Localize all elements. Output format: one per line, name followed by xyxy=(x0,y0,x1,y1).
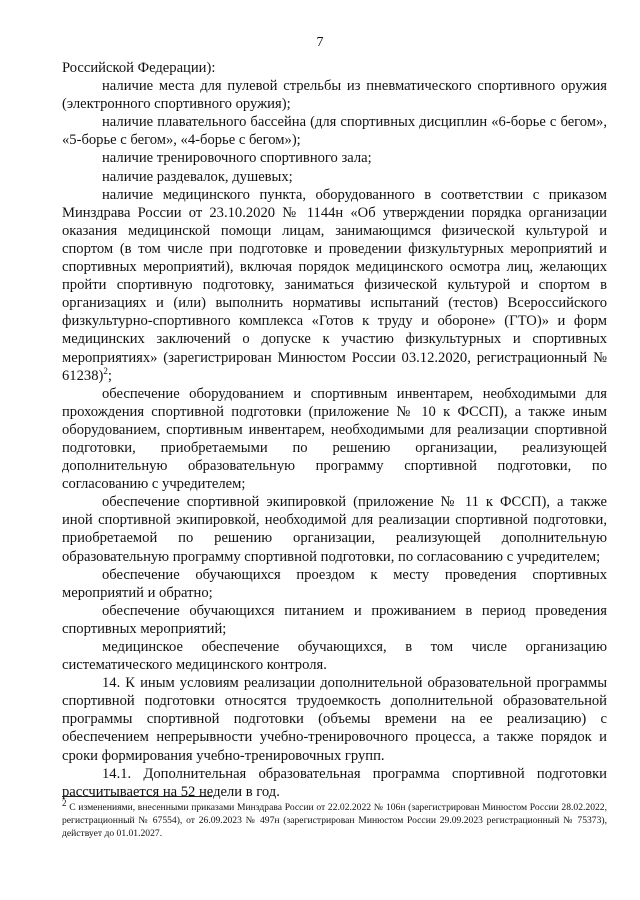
paragraph: наличие тренировочного спортивного зала; xyxy=(102,150,372,167)
page-number: 7 xyxy=(316,35,324,50)
paragraph: обеспечение обучающихся питанием и проживанием в период проведения спортивных мероприятий; xyxy=(62,602,607,637)
footnote-marker: 2 xyxy=(62,797,67,808)
paragraph: медицинское обеспечение обучающихся, в том числе организацию систематического медицинского контроля. xyxy=(62,639,607,674)
paragraph-text: наличие медицинского пункта, оборудованного в соответствии с приказом Минздрава России от 23.10.2020 № 1144н «Об утверждении порядка организации оказания медицинской помощи лицам, занимающимся физической культурой и спортом (в том числе при подготовке и проведении физкультурных мероприятий и спортивных мероприятий), включая порядок медицинского осмотра лиц, желающих пройти спортивную подготовку, заниматься физической культурой и спортом в организациях и (или) выполнить нормативы испытаний (тестов) Всероссийского физкультурно-спортивного комплекса «Готов к труду и обороне» (ГТО)» и форм медицинских заключений о допуске к участию физкультурных и спортивных мероприятиях» (зарегистрирован Минюстом России 03.12.2020, регистрационный № 61238) xyxy=(62,186,607,384)
paragraph: наличие места для пулевой стрельбы из пневматического спортивного оружия (электронного спортивного оружия); xyxy=(62,78,607,113)
paragraph-with-footnote xyxy=(62,186,607,385)
paragraph: наличие раздевалок, душевых; xyxy=(102,168,293,185)
footnote-separator xyxy=(62,796,212,797)
paragraph: обеспечение оборудованием и спортивным инвентарем, необходимыми для прохождения спортивной подготовки (приложение № 10 к ФССП), а также иным оборудованием, спортивным инвентарем, необходимыми для реализации спортивной подготовки, приобретаемыми по решению организации, реализующей дополнительную образовательную программу спортивной подготовки, по согласованию с учредителем; xyxy=(62,385,607,493)
document-body xyxy=(62,59,607,801)
paragraph: 14. К иным условиям реализации дополнительной образовательной программы спортивной подготовки относятся трудоемкость дополнительной образовательной программы спортивной подготовки (объемы времени на ее реализацию) с обеспечением непрерывности учебно-тренировочного процесса, а также порядок и сроки формирования учебно-тренировочных групп. xyxy=(62,675,607,764)
footnote-text: С изменениями, внесенными приказами Минздрава России от 22.02.2022 № 106н (зарегистрирован Минюстом России 28.02.2022, регистрационный № 67554), от 26.09.2023 № 497н (зарегистрирован Минюстом России 29.09.2023 регистрационный № 75373), действует до 01.01.2027. xyxy=(62,802,607,839)
footnote-reference: 2 xyxy=(103,365,108,376)
paragraph: 14.1. Дополнительная образовательная программа спортивной подготовки рассчитывается на 52 недели в год. xyxy=(62,765,607,800)
paragraph-end-punctuation: ; xyxy=(107,367,112,384)
paragraph: обеспечение обучающихся проездом к месту проведения спортивных мероприятий и обратно; xyxy=(62,566,607,601)
paragraph: обеспечение спортивной экипировкой (приложение № 11 к ФССП), а также иной спортивной экипировкой, необходимой для реализации спортивной подготовки, приобретаемой по решению организации, реализующей дополнительную образовательную программу спортивной подготовки, по согласованию с учредителем; xyxy=(62,494,607,565)
paragraph: наличие плавательного бассейна (для спортивных дисциплин «6-борье с бегом», «5-борье с бегом», «4-борье с бегом»); xyxy=(62,114,607,149)
paragraph: Российской Федерации): xyxy=(62,60,216,76)
footnote xyxy=(62,797,607,840)
